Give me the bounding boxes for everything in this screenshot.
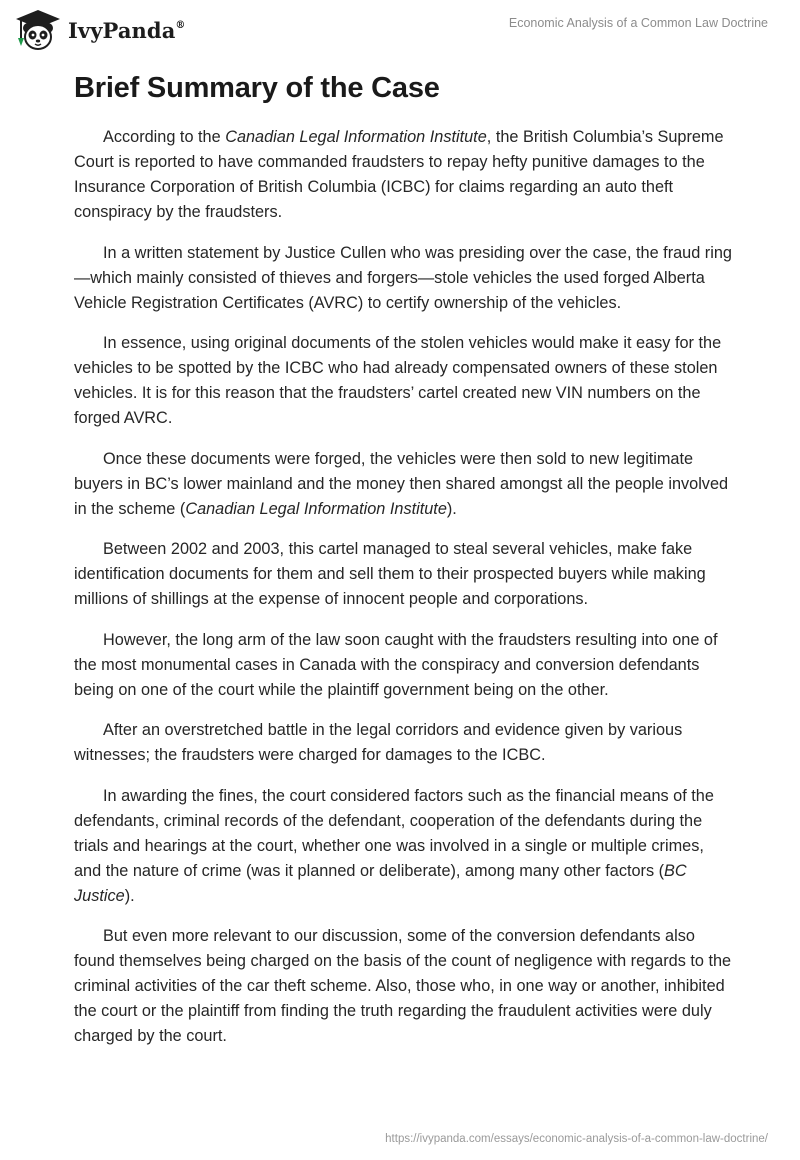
paragraph: According to the Canadian Legal Information Institute, the British Columbia’s Supreme Court is reported to have commanded fraudsters to repay hefty punitive damages to the Insurance Corporation of British Columbia (ICBC) for claims regarding an auto theft conspiracy by the fraudsters. [74, 128, 724, 221]
section-heading: Brief Summary of the Case [74, 72, 440, 104]
paragraph: In essence, using original documents of the stolen vehicles would make it easy for the vehicles to be spotted by the ICBC who had already compensated owners of these stolen vehicles. It is for this reason that the fraudsters’ cartel created new VIN numbers on the forged AVRC. [74, 334, 722, 427]
paragraph: However, the long arm of the law soon caught with the fraudsters resulting into one of the most monumental cases in Canada with the conspiracy and conversion defendants being on one of the court while the plaintiff government being on the other. [74, 630, 718, 699]
essay-content [74, 72, 734, 1065]
paragraph: Once these documents were forged, the vehicles were then sold to new legitimate buyers in BC’s lower mainland and the money then shared amongst all the people involved in the scheme (Canadian Legal Information Institute). [74, 449, 729, 518]
paragraph: In awarding the fines, the court considered factors such as the financial means of the defendants, criminal records of the defendant, cooperation of the defendants during the trials and hearings at the court, whether one was involved in a single or multiple crimes, and the nature of crime (was it planned or deliberate), among many other factors (BC Justice). [74, 786, 714, 905]
citation: Canadian Legal Information Institute [185, 499, 447, 518]
paragraph: Between 2002 and 2003, this cartel managed to steal several vehicles, make fake identification documents for them and sell them to their prospected buyers while making millions of shillings at the expense of innocent people and corporations. [74, 540, 706, 608]
panda-graduate-icon [14, 8, 62, 52]
source-url[interactable]: https://ivypanda.com/essays/economic-analysis-of-a-common-law-doctrine/ [385, 1133, 768, 1145]
document-title: Economic Analysis of a Common Law Doctrine [508, 16, 768, 30]
ivypanda-logo[interactable] [14, 8, 186, 52]
paragraph: In a written statement by Justice Cullen who was presiding over the case, the fraud ring—which mainly consisted of thieves and forgers—stole vehicles the used forged Alberta Vehicle Registration Certificates (AVRC) to certify ownership of the vehicles. [74, 243, 732, 312]
paragraph: But even more relevant to our discussion, some of the conversion defendants also found themselves being charged on the basis of the count of negligence with regards to the criminal activities of the car theft scheme. Also, those who, in one way or another, inhibited the court or the plaintiff from finding the truth regarding the fraudulent activities were duly charged by the court. [74, 927, 732, 1045]
citation: Canadian Legal Information Institute [225, 128, 487, 146]
citation: BC Justice [74, 861, 687, 905]
page-header [0, 0, 800, 60]
paragraph: After an overstretched battle in the legal corridors and evidence given by various witnesses; the fraudsters were charged for damages to the ICBC. [74, 721, 683, 764]
brand-name: IvyPanda® [68, 17, 186, 43]
